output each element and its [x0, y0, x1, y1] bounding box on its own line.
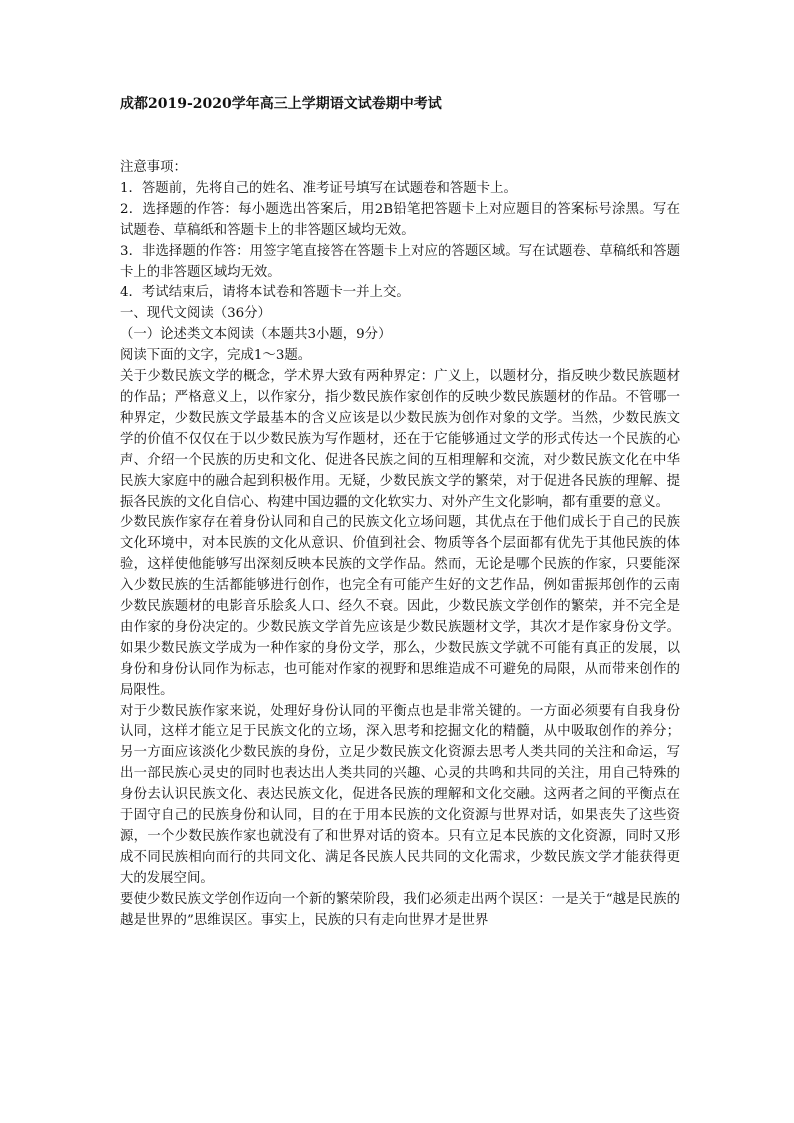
exam-page [120, 94, 680, 932]
notice-item: 1．答题前，先将自己的姓名、准考证号填写在试题卷和答题卡上。 [120, 180, 517, 196]
reading-instruction: 阅读下面的文字，完成1～3题。 [120, 348, 312, 364]
exam-body [120, 158, 680, 932]
notice-item: 2．选择题的作答：每小题选出答案后，用2B铅笔把答题卡上对应题目的答案标号涂黑。写在试题卷、草稿纸和答题卡上的非答题区域均无效。 [120, 201, 680, 238]
subsection-heading: （一）论述类文本阅读（本题共3小题，9分） [120, 327, 392, 343]
reading-paragraph: 少数民族作家存在着身份认同和自己的民族文化立场问题，其优点在于他们成长于自己的民族文化环境中，对本民族的文化从意识、价值到社会、物质等各个层面都有优先于其他民族的体验，这样使他能够写出深刻反映本民族的文学作品。然而，无论是哪个民族的作家，只要能深入少数民族的生活都能够进行创作，也完全有可能产生好的文艺作品，例如雷振邦创作的云南少数民族题材的电影音乐脍炙人口、经久不衰。因此，少数民族文学创作的繁荣，并不完全是由作家的身份决定的。少数民族文学首先应该是少数民族题材文学，其次才是作家身份文学。如果少数民族文学成为一种作家的身份文学，那么，少数民族文学就不可能有真正的发展，以身份和身份认同作为标志，也可能对作家的视野和思维造成不可避免的局限，从而带来创作的局限性。 [120, 515, 680, 698]
section-heading: 一、现代文阅读（36分） [120, 306, 271, 322]
reading-paragraph: 对于少数民族作家来说，处理好身份认同的平衡点也是非常关键的。一方面必须要有自我身份认同，这样才能立足于民族文化的立场，深入思考和挖掘文化的精髓，从中吸取创作的养分；另一方面应该淡化少数民族的身份，立足少数民族文化资源去思考人类共同的关注和命运，写出一部民族心灵史的同时也表达出人类共同的兴趣、心灵的共鸣和共同的关注，用自己特殊的身份去认识民族文化、表达民族文化，促进各民族的理解和文化交融。这两者之间的平衡点在于固守自己的民族身份和认同，目的在于用本民族的文化资源与世界对话，如果丧失了这些资源，一个少数民族作家也就没有了和世界对话的资本。只有立足本民族的文化资源，同时又形成不同民族相向而行的共同文化、满足各民族人民共同的文化需求，少数民族文学才能获得更大的发展空间。 [120, 703, 680, 886]
notice-item: 4．考试结束后，请将本试卷和答题卡一并上交。 [120, 285, 410, 301]
reading-paragraph: 要使少数民族文学创作迈向一个新的繁荣阶段，我们必须走出两个误区：一是关于“越是民族的越是世界的”思维误区。事实上，民族的只有走向世界才是世界 [120, 891, 680, 928]
reading-paragraph: 关于少数民族文学的概念，学术界大致有两种界定：广义上，以题材分，指反映少数民族题材的作品；严格意义上，以作家分，指少数民族作家创作的反映少数民族题材的作品。不管哪一种界定，少数民族文学最基本的含义应该是以少数民族为创作对象的文学。当然，少数民族文学的价值不仅仅在于以少数民族为写作题材，还在于它能够通过文学的形式传达一个民族的心声、介绍一个民族的历史和文化、促进各民族之间的互相理解和交流，对少数民族文化在中华民族大家庭中的融合起到积极作用。无疑，少数民族文学的繁荣，对于促进各民族的理解、提振各民族的文化自信心、构建中国边疆的文化软实力、对外产生文化影响，都有重要的意义。 [120, 369, 680, 510]
notice-heading: 注意事项： [120, 160, 187, 175]
notice-item: 3．非选择题的作答：用签字笔直接答在答题卡上对应的答题区域。写在试题卷、草稿纸和答题卡上的非答题区域均无效。 [120, 243, 680, 280]
exam-title: 成都2019-2020学年高三上学期语文试卷期中考试 [120, 96, 442, 112]
